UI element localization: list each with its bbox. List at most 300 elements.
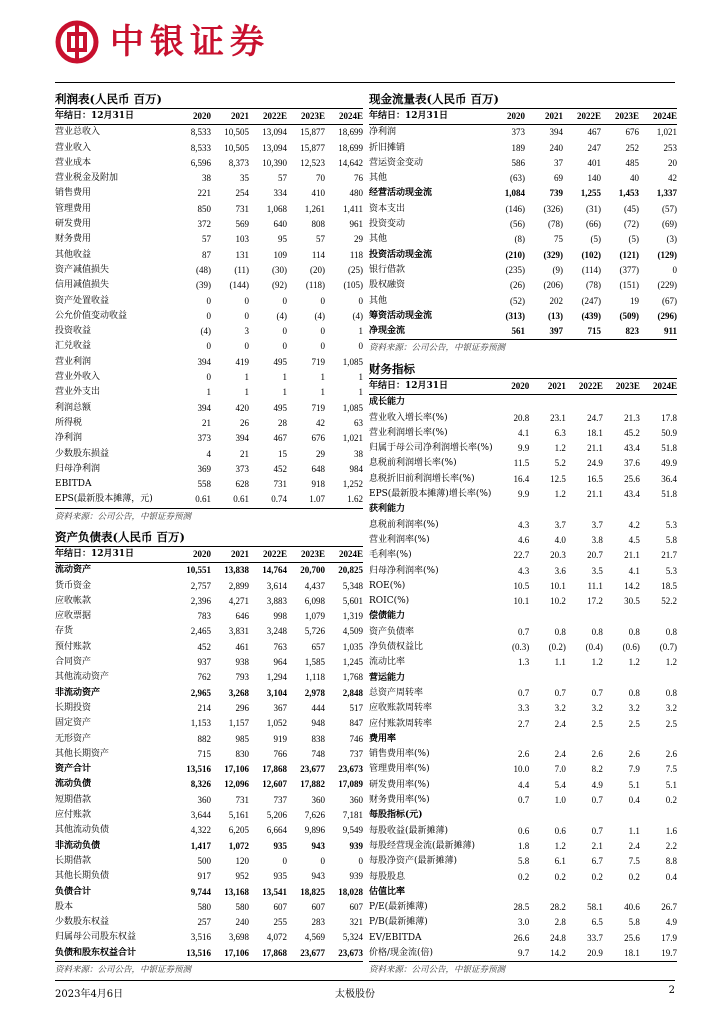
cell-value: (439) (581, 310, 601, 321)
cell-value: 1,411 (343, 203, 363, 214)
cell-value: 2.8 (554, 917, 566, 928)
cell-value: 2,757 (190, 580, 211, 591)
cell-value: 13,541 (262, 886, 287, 897)
cell-value: 18,825 (300, 886, 325, 897)
table-row (369, 915, 677, 930)
row-label: 经营活动现金流 (369, 188, 433, 199)
table-row (55, 732, 363, 747)
table-row (369, 885, 677, 900)
table-row (369, 747, 677, 762)
cell-value: 1.2 (554, 840, 566, 851)
table-row (369, 502, 677, 517)
section-title: 财务指标 (369, 360, 677, 379)
row-label: 其他流动资产 (55, 672, 110, 683)
cell-value: 1,245 (342, 657, 363, 668)
row-label: 营业税金及附加 (55, 173, 119, 184)
table-row (369, 309, 677, 324)
cell-value: 76 (354, 173, 363, 184)
cell-value: 2.7 (517, 718, 530, 729)
cell-value: 7,181 (342, 810, 363, 821)
header-year: 2024E (639, 109, 677, 125)
cell-value: (206) (543, 280, 563, 291)
cell-value: 452 (197, 641, 211, 652)
row-label: 负债和股东权益合计 (55, 946, 173, 962)
cell-value: 3.3 (517, 703, 530, 714)
table-row (55, 339, 363, 354)
table-row (55, 462, 363, 477)
cell-value: 2.5 (591, 718, 603, 729)
table-row (369, 870, 677, 885)
cell-value: 3,614 (266, 580, 287, 591)
row-label: 偿债能力 (369, 611, 406, 622)
cell-value: 114 (311, 249, 325, 260)
cell-value: (69) (662, 219, 677, 230)
cell-value: 808 (311, 219, 325, 230)
cell-value: 13,838 (224, 565, 249, 576)
cell-value: 0 (282, 326, 287, 337)
cell-value: 0 (282, 855, 287, 866)
cell-value: (56) (510, 219, 525, 230)
cell-value: 11.5 (513, 458, 530, 469)
cell-value: 7.5 (665, 764, 677, 775)
table-row (369, 564, 677, 579)
row-label: 流动资产 (55, 565, 92, 576)
header-year: 2020 (487, 109, 525, 125)
row-label: 归母净利润 (55, 463, 101, 474)
row-label: 长期投资 (55, 702, 92, 713)
row-label: 长期借款 (55, 855, 92, 866)
table-row (55, 579, 363, 594)
cell-value: 2,978 (304, 687, 325, 698)
cell-value: 18.5 (661, 580, 677, 591)
cell-value: 0.7 (591, 795, 603, 806)
cell-value: 2.4 (554, 718, 566, 729)
row-label: 获利能力 (369, 504, 406, 515)
table-row (55, 946, 363, 962)
cell-value: 985 (235, 733, 249, 744)
row-label: 应收账款周转率 (369, 703, 433, 714)
row-label: 每股收益(最新摊薄) (369, 825, 449, 836)
row-label: 应付账款周转率 (369, 718, 433, 729)
cell-value (566, 732, 603, 747)
cell-value: 943 (311, 871, 325, 882)
cell-value: 948 (311, 718, 325, 729)
cell-value: 12,096 (224, 779, 249, 790)
cell-value: (11) (234, 264, 249, 275)
cell-value: 911 (639, 324, 677, 340)
cell-value: 120 (235, 855, 249, 866)
cell-value: 0.2 (591, 871, 603, 882)
cell-value: (247) (581, 295, 601, 306)
cell-value: 850 (197, 203, 211, 214)
cell-value: 28.5 (513, 902, 530, 913)
table-row (369, 824, 677, 839)
cell-value: 1.2 (554, 443, 566, 454)
cell-value: 0.2 (628, 871, 640, 882)
cell-value: 21.1 (587, 489, 603, 500)
cell-value: 20.8 (513, 412, 530, 423)
cell-value: 10,551 (186, 565, 211, 576)
row-label: 其他 (369, 234, 388, 245)
cell-value: 20.9 (566, 946, 603, 962)
row-label: 资产减值损失 (55, 264, 110, 275)
row-label: 资产合计 (55, 764, 92, 775)
cell-value (640, 395, 677, 411)
row-label: 其他 (369, 173, 388, 184)
cell-value: 57 (316, 234, 325, 245)
cell-value: 221 (197, 188, 211, 199)
cell-value: 10,505 (224, 127, 249, 138)
table-row (369, 487, 677, 502)
cell-value: 109 (273, 249, 287, 260)
cell-value: 253 (663, 142, 677, 153)
header-year: 2023E (287, 547, 325, 563)
cell-value: (52) (510, 295, 525, 306)
header-rule (55, 82, 675, 83)
cell-value: (0.3) (511, 642, 530, 653)
table-row (55, 808, 363, 823)
cell-value: 1.0 (554, 795, 566, 806)
row-label: 每股经营现金流(最新摊薄) (369, 840, 476, 851)
cell-value: 719 (311, 356, 325, 367)
row-label: 息税折旧前利润增长率(%) (369, 473, 475, 484)
cell-value: 0.2 (554, 871, 566, 882)
cell-value: 16.4 (513, 473, 530, 484)
cell-value: 1.6 (665, 825, 677, 836)
cell-value: 21.1 (624, 550, 640, 561)
cell-value: 0.6 (517, 825, 530, 836)
cell-value: 16.5 (587, 473, 603, 484)
cell-value: 372 (197, 219, 211, 230)
cell-value: 0.61 (211, 492, 249, 508)
cell-value: 919 (273, 733, 287, 744)
cell-value: 657 (311, 641, 325, 652)
cell-value: 3,516 (190, 932, 211, 943)
cell-value: 1,021 (342, 433, 363, 444)
cell-value: 1 (358, 326, 363, 337)
table-row (55, 355, 363, 370)
cell-value: 360 (197, 794, 211, 805)
table-row (55, 640, 363, 655)
cell-value: 5.3 (665, 519, 677, 530)
cell-value: 882 (197, 733, 211, 744)
cell-value: 5.8 (628, 917, 640, 928)
cell-value: 57 (278, 173, 287, 184)
cell-value (640, 502, 677, 517)
cell-value: 938 (235, 657, 249, 668)
header-year: 2020 (173, 547, 211, 563)
table-row (369, 441, 677, 456)
cell-value: 1,021 (656, 127, 677, 138)
cell-value: 33.7 (587, 932, 603, 943)
cell-value: 2.5 (665, 718, 677, 729)
cell-value: 4.2 (628, 519, 640, 530)
table-row (369, 946, 677, 962)
table-row (369, 839, 677, 854)
row-label: 应收票据 (55, 611, 92, 622)
cell-value: 9,549 (342, 825, 363, 836)
table-row (369, 671, 677, 686)
cell-value: 4.9 (591, 779, 603, 790)
cell-value: 0.7 (517, 687, 530, 698)
cell-value (603, 609, 640, 624)
cell-value: 0.7 (591, 825, 603, 836)
cell-value: (121) (619, 249, 639, 260)
cell-value: 1,417 (190, 840, 211, 851)
cell-value: 50.9 (661, 427, 677, 438)
row-label: 营业收入 (55, 142, 92, 153)
cell-value: 715 (563, 324, 601, 340)
cell-value: 25.6 (624, 473, 640, 484)
cell-value: 3,883 (266, 595, 287, 606)
header-label: 年结日：12月31日 (369, 379, 493, 395)
row-label: 价格/现金流(倍) (369, 946, 493, 962)
cell-value: 420 (235, 402, 249, 413)
header-year: 2023E (603, 379, 640, 395)
cell-value: 984 (349, 463, 363, 474)
cell-value: 607 (273, 901, 287, 912)
cell-value: (118) (305, 280, 325, 291)
table-row (369, 625, 677, 640)
cell-value: (151) (619, 280, 639, 291)
cell-value: 257 (197, 917, 211, 928)
cell-value: 9,744 (190, 886, 211, 897)
cell-value: 15 (278, 448, 287, 459)
cell-value: 8,326 (190, 779, 211, 790)
cell-value: 7,626 (304, 810, 325, 821)
cell-value: 36.4 (661, 473, 677, 484)
table-header-row (369, 109, 677, 125)
cell-value (566, 609, 603, 624)
table-row (369, 762, 677, 777)
cell-value: 17,868 (262, 764, 287, 775)
header-year: 2022E (249, 109, 287, 125)
cell-value: 23,677 (300, 764, 325, 775)
table-row (55, 202, 363, 217)
cell-value: 5.8 (517, 856, 530, 867)
row-label: 股本 (55, 901, 74, 912)
cell-value: 1 (358, 387, 363, 398)
table-row (369, 533, 677, 548)
cell-value: 0.2 (665, 795, 677, 806)
table-row (369, 793, 677, 808)
row-label: P/B(最新摊薄) (369, 917, 428, 928)
ratios-table (369, 379, 677, 962)
table-row (369, 202, 677, 217)
cell-value: 23,677 (287, 946, 325, 962)
cell-value: 0 (358, 341, 363, 352)
cell-value: 2.6 (628, 749, 640, 760)
cell-value: 14.2 (529, 946, 566, 962)
section-title: 资产负债表(人民币 百万) (55, 528, 363, 547)
cell-value: 0.8 (628, 687, 640, 698)
table-row (369, 263, 677, 278)
cell-value: 10.1 (513, 596, 530, 607)
section-title: 利润表(人民币 百万) (55, 90, 363, 109)
row-label: 短期借款 (55, 794, 92, 805)
row-label: 资产负债率 (369, 626, 415, 637)
header-year: 2021 (525, 109, 563, 125)
table-row (55, 563, 363, 579)
cell-value: 5,206 (266, 810, 287, 821)
cell-value: 964 (273, 657, 287, 668)
cell-value: 43.4 (624, 489, 640, 500)
cell-value: 1.2 (554, 489, 566, 500)
cell-value: 28.2 (550, 902, 566, 913)
cell-value: 8.8 (665, 856, 677, 867)
table-row (369, 640, 677, 655)
cell-value: 3.6 (554, 565, 566, 576)
table-row (369, 548, 677, 563)
cell-value: 17,106 (224, 764, 249, 775)
cell-value: 823 (601, 324, 639, 340)
cell-value: 51.8 (661, 443, 677, 454)
cell-value: (129) (657, 249, 677, 260)
cell-value: (5) (628, 234, 639, 245)
table-row (369, 732, 677, 747)
cell-value: 0 (320, 295, 325, 306)
cell-value: 8,533 (190, 127, 211, 138)
row-label: 财务费用率(%) (369, 795, 430, 806)
cell-value: 28 (278, 417, 287, 428)
row-label: 股权融资 (369, 280, 406, 291)
row-label: 息税前利润率(%) (369, 519, 439, 530)
header-year: 2024E (640, 379, 677, 395)
cell-value: 937 (197, 657, 211, 668)
header-year: 2022E (249, 547, 287, 563)
cell-value: (31) (586, 203, 601, 214)
cell-value: 9.9 (517, 489, 530, 500)
header-label: 年结日：12月31日 (55, 109, 173, 125)
cell-value: (39) (196, 280, 211, 291)
cell-value: 8.2 (591, 764, 603, 775)
table-row (55, 793, 363, 808)
cell-value: 38 (202, 173, 211, 184)
row-label: EPS(最新股本摊薄，元) (55, 492, 173, 508)
cell-value: (4) (314, 310, 325, 321)
cell-value: 69 (554, 173, 563, 184)
table-row (369, 717, 677, 732)
cell-value: 3.2 (665, 703, 677, 714)
cell-value: 1 (206, 387, 211, 398)
cell-value: 118 (349, 249, 363, 260)
cell-value (566, 671, 603, 686)
cell-value: 3,268 (228, 687, 249, 698)
cell-value: 1,035 (342, 641, 363, 652)
cell-value: 6,596 (190, 157, 211, 168)
cell-value: 935 (273, 840, 287, 851)
table-row (369, 579, 677, 594)
table-row (55, 716, 363, 731)
cell-value: (377) (619, 264, 639, 275)
cell-value: (45) (624, 203, 639, 214)
cell-value: 20 (668, 157, 677, 168)
cell-value: 1 (244, 387, 249, 398)
cell-value: 0.7 (591, 687, 603, 698)
row-label: 预付账款 (55, 641, 92, 652)
cell-value: 0 (244, 295, 249, 306)
row-label: 营业外支出 (55, 387, 101, 398)
income-table (55, 109, 363, 509)
cell-value: 1,319 (342, 611, 363, 622)
cell-value: 1,252 (342, 479, 363, 490)
row-label: 其他长期资产 (55, 748, 110, 759)
cell-value: 20.3 (550, 550, 566, 561)
cell-value: 373 (235, 463, 249, 474)
table-row (55, 869, 363, 884)
table-row (369, 900, 677, 915)
cell-value: 2.6 (665, 749, 677, 760)
table-row (55, 401, 363, 416)
cell-value: 394 (197, 402, 211, 413)
cell-value: 140 (587, 173, 601, 184)
cell-value: 419 (235, 356, 249, 367)
company-name: 太极股份 (335, 989, 375, 1000)
cell-value: 75 (554, 234, 563, 245)
cell-value: 5.4 (554, 779, 566, 790)
cell-value: 746 (349, 733, 363, 744)
row-label: 非流动资产 (55, 687, 101, 698)
cell-value: (8) (514, 234, 525, 245)
row-label: 流动负债 (55, 779, 92, 790)
row-label: 营业总收入 (55, 127, 101, 138)
cell-value: 63 (354, 417, 363, 428)
table-row (55, 309, 363, 324)
cell-value: (0.6) (622, 642, 640, 653)
cell-value: 23,673 (325, 946, 363, 962)
source-note: 资料来源：公司公告，中银证券预测 (369, 343, 506, 354)
cell-value: 830 (235, 748, 249, 759)
table-row (369, 854, 677, 869)
cell-value: 12.5 (550, 473, 566, 484)
cell-value: 2.2 (665, 840, 677, 851)
row-label: 管理费用 (55, 203, 92, 214)
cell-value: 838 (311, 733, 325, 744)
table-row (369, 411, 677, 426)
cell-value: 0 (320, 341, 325, 352)
row-label: 投资变动 (369, 219, 406, 230)
cell-value: 4,271 (228, 595, 249, 606)
cell-value: 6.3 (554, 427, 566, 438)
row-label: 少数股东权益 (55, 917, 110, 928)
table-row (369, 808, 677, 823)
table-row (369, 294, 677, 309)
cell-value: 6.7 (591, 856, 603, 867)
cell-value (603, 885, 640, 900)
cell-value: 23,673 (338, 764, 363, 775)
table-row (55, 823, 363, 838)
cell-value: 1,079 (304, 611, 325, 622)
cell-value: (4) (200, 326, 211, 337)
cell-value: 35 (240, 173, 249, 184)
table-row (369, 248, 677, 263)
cell-value (529, 502, 566, 517)
table-row (369, 701, 677, 716)
cell-value: 4,509 (342, 626, 363, 637)
cell-value: 17,089 (338, 779, 363, 790)
cell-value: 40.6 (624, 902, 640, 913)
cell-value: 0.4 (628, 795, 640, 806)
header-year: 2023E (287, 109, 325, 125)
cell-value: 961 (349, 219, 363, 230)
cell-value: 254 (235, 188, 249, 199)
table-row (55, 492, 363, 508)
cell-value: 38 (354, 448, 363, 459)
table-row (55, 762, 363, 777)
cell-value: 394 (197, 356, 211, 367)
row-label: 费用率 (369, 733, 397, 744)
cell-value: 0 (206, 310, 211, 321)
